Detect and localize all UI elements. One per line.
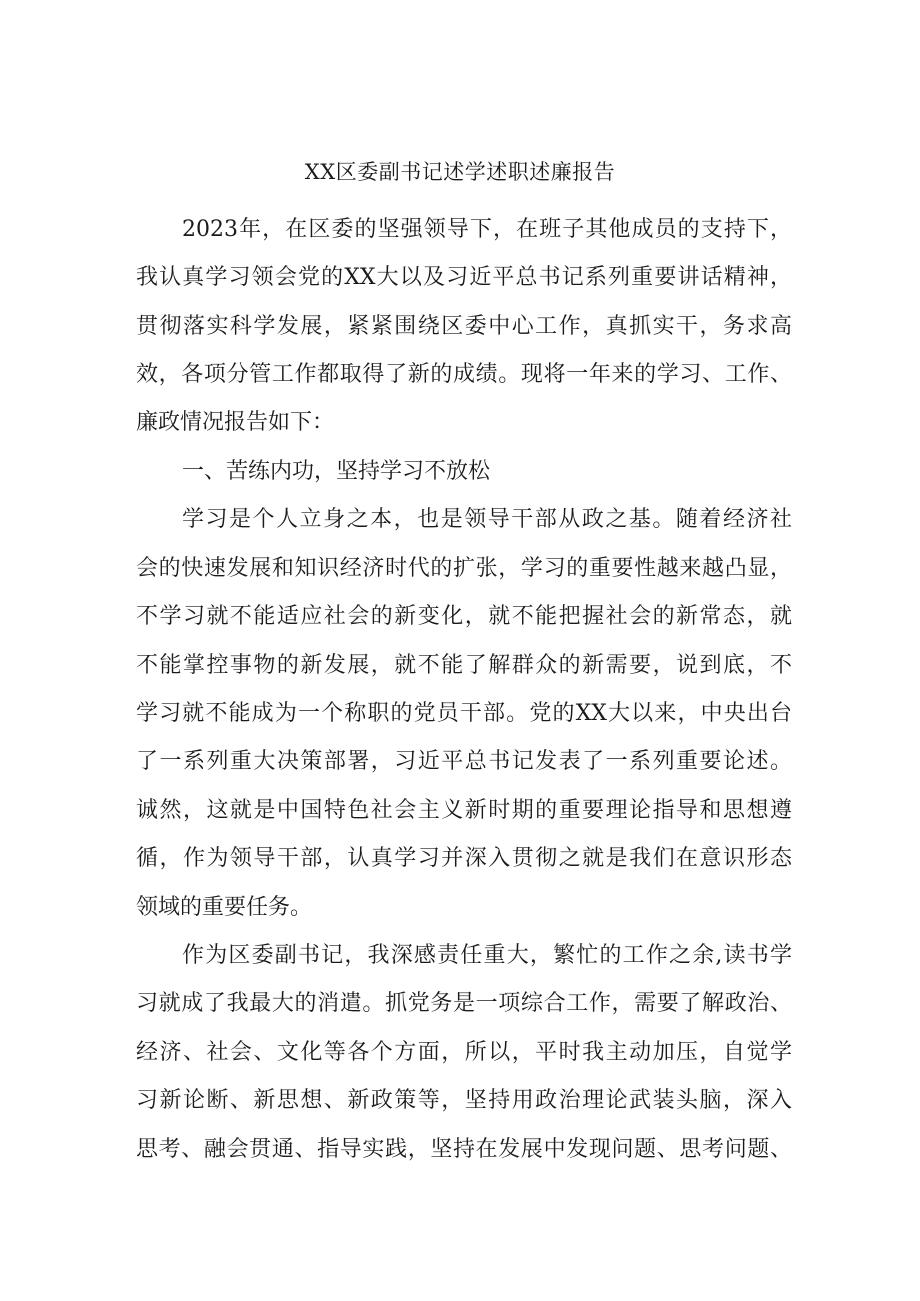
paragraph-line: 作为区委副书记，我深感责任重大，繁忙的工作之余,读书学	[182, 943, 792, 968]
paragraph-line: 习新论断、新思想、新政策等，坚持用政治理论武装头脑，深入	[136, 1088, 792, 1113]
paragraph-line: 2023年，在区委的坚强领导下，在班子其他成员的支持下，	[182, 217, 792, 242]
paragraph-line: 学习是个人立身之本，也是领导干部从政之基。随着经济社	[182, 507, 792, 532]
paragraph-line: 循，作为领导干部，认真学习并深入贯彻之就是我们在意识形态	[136, 846, 792, 871]
paragraph-line: 思考、融会贯通、指导实践，坚持在发展中发现问题、思考问题、	[136, 1137, 792, 1162]
paragraph-line: 廉政情况报告如下：	[136, 410, 335, 435]
section-heading: 一、苦练内功，坚持学习不放松	[182, 459, 491, 484]
paragraph-line: 效，各项分管工作都取得了新的成绩。现将一年来的学习、工作、	[136, 362, 792, 387]
paragraph-line: 诚然，这就是中国特色社会主义新时期的重要理论指导和思想遵	[136, 798, 792, 823]
paragraph-line: 我认真学习领会党的XX大以及习近平总书记系列重要讲话精神，	[136, 265, 792, 290]
paragraph-line: 会的快速发展和知识经济时代的扩张，学习的重要性越来越凸显，	[136, 556, 792, 581]
paragraph-line: 贯彻落实科学发展，紧紧围绕区委中心工作，真抓实干，务求高	[136, 314, 792, 339]
paragraph-line: 不学习就不能适应社会的新变化，就不能把握社会的新常态，就	[136, 604, 792, 629]
paragraph-line: 学习就不能成为一个称职的党员干部。党的XX大以来，中央出台	[136, 701, 792, 726]
paragraph-line: 领域的重要任务。	[136, 895, 313, 920]
paragraph-line: 习就成了我最大的消遣。抓党务是一项综合工作，需要了解政治、	[136, 991, 792, 1016]
paragraph-line: 经济、社会、文化等各个方面，所以，平时我主动加压，自觉学	[136, 1040, 792, 1065]
paragraph-line: 了一系列重大决策部署，习近平总书记发表了一系列重要论述。	[136, 749, 792, 774]
paragraph-line: 不能掌控事物的新发展，就不能了解群众的新需要，说到底，不	[136, 653, 792, 678]
document-title: XX区委副书记述学述职述廉报告	[304, 160, 616, 184]
